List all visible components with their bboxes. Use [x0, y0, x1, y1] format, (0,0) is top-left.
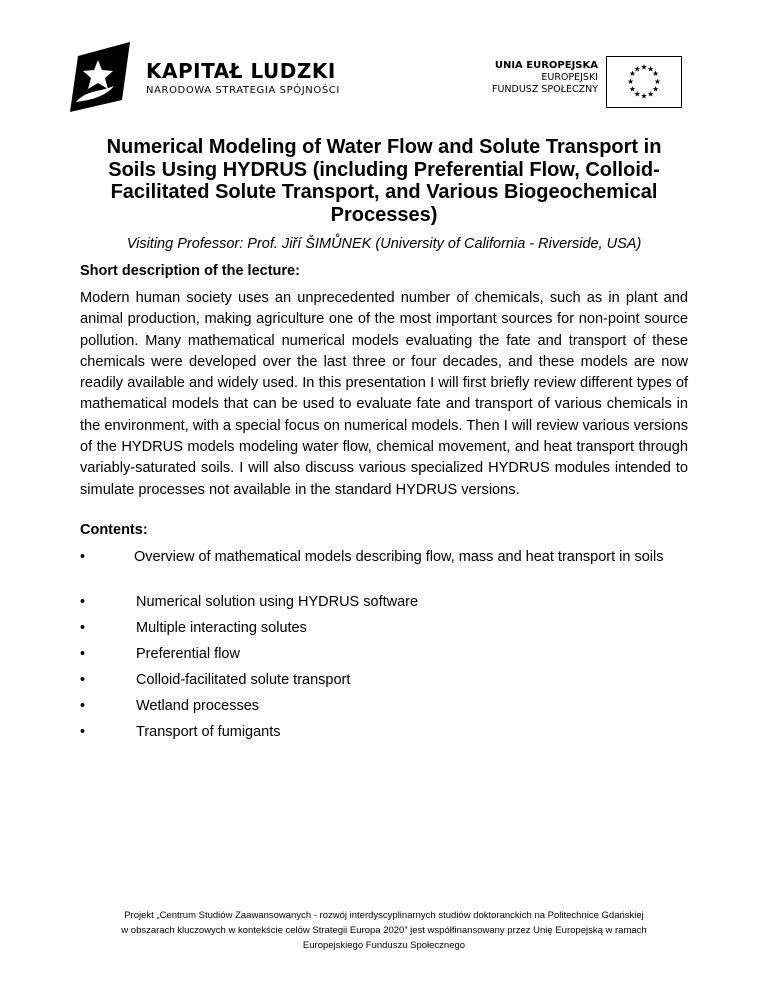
eu-line1: UNIA EUROPEJSKA	[494, 60, 598, 71]
footer-line3: Europejskiego Funduszu Społecznego	[302, 940, 466, 951]
list-item-text: Wetland processes	[136, 698, 260, 714]
bullet-icon: •	[80, 620, 86, 636]
bullet-icon: •	[80, 594, 86, 610]
svg-text:★: ★	[654, 76, 661, 86]
list-item-text: Overview of mathematical models describing flow, mass and heat transport in soils	[134, 549, 664, 565]
bullet-icon: •	[80, 549, 86, 565]
bullet-icon: •	[80, 646, 86, 662]
svg-text:★: ★	[633, 64, 641, 74]
kapital-title: KAPITAŁ LUDZKI	[146, 59, 336, 83]
kapital-ludzki-star-logo-icon	[70, 42, 130, 112]
list-item-text: Transport of fumigants	[136, 724, 281, 740]
svg-text:★: ★	[647, 64, 655, 74]
kapital-subtitle: NARODOWA STRATEGIA SPÓJNOŚCI	[146, 85, 340, 96]
eu-line2: EUROPEJSKI	[541, 72, 598, 83]
contents-heading: Contents:	[80, 522, 148, 538]
svg-text:★: ★	[627, 76, 634, 86]
svg-text:★: ★	[633, 89, 641, 99]
svg-text:★: ★	[640, 91, 648, 101]
contents-list	[80, 547, 688, 740]
description-heading: Short description of the lecture:	[80, 263, 300, 279]
footer-line1: Projekt „Centrum Studiów Zaawansowanych - rozwój interdyscyplinarnych studiów doktoranckich na Politechnice Gdańskiej	[124, 910, 644, 921]
bullet-icon: •	[80, 698, 86, 714]
list-item	[80, 547, 688, 567]
visiting-professor: Visiting Professor: Prof. Jiří ŠIMŮNEK (University of California - Riverside, USA)	[126, 236, 642, 252]
svg-text:★: ★	[629, 84, 636, 94]
lecture-description: Modern human society uses an unprecedented number of chemicals, such as in plant and animal production, making agriculture one of the most important sources for non-point source pollution. Many mathematical numerical models evaluating the fate and transport of these chemicals were developed over the last three or four decades, and these models are now readily available and widely used. In this presentation I will first briefly review different types of mathematical models that can be used to evaluate fate and transport of various chemicals in the environment, with a special focus on numerical models. Then I will review various versions of the HYDRUS models modeling water flow, chemical movement, and heat transport through variably-saturated soils. I will also discuss various specialized HYDRUS modules intended to simulate processes not available in the standard HYDRUS versions.	[80, 290, 688, 498]
list-item-text: Preferential flow	[136, 646, 240, 662]
bullet-icon: •	[80, 672, 86, 688]
svg-text:★: ★	[647, 89, 655, 99]
list-item-text: Numerical solution using HYDRUS software	[136, 594, 419, 610]
footer	[60, 908, 708, 953]
eu-stars-flag-icon	[606, 56, 682, 108]
list-item-text: Colloid-facilitated solute transport	[136, 672, 351, 688]
eu-line3: FUNDUSZ SPOŁECZNY	[492, 84, 598, 95]
list-item-text: Multiple interacting solutes	[136, 620, 307, 636]
svg-text:★: ★	[652, 69, 659, 79]
kapital-ludzki-logo-text	[146, 60, 340, 96]
svg-text:★: ★	[652, 84, 659, 94]
footer-line2: w obszarach kluczowych w kontekście celów Strategii Europa 2020” jest współfinansowany przez Unię Europejską w ramach	[121, 925, 647, 936]
bullet-icon: •	[80, 724, 86, 740]
svg-text:★: ★	[640, 62, 648, 72]
page-title: Numerical Modeling of Water Flow and Solute Transport in Soils Using HYDRUS (including Preferential Flow, Colloid-Facilitated Solute Transport, and Various Biogeochemical Processes)	[106, 136, 662, 226]
svg-text:★: ★	[629, 69, 636, 79]
eu-logo-text	[492, 60, 598, 96]
